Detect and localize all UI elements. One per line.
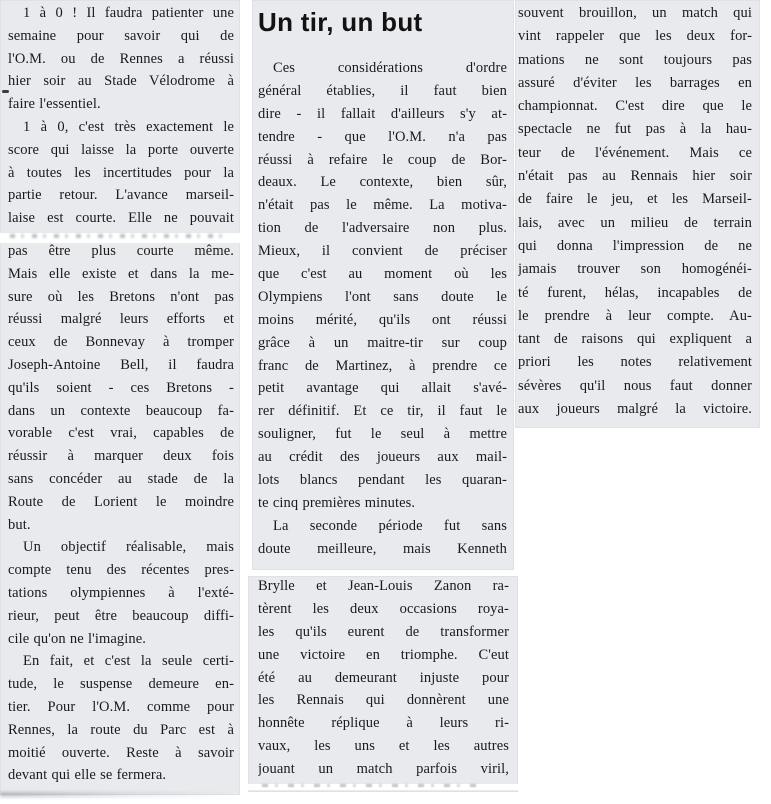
text-line: partie retour. L'avance marseil- (8, 187, 234, 204)
text-line: spectacle ne fut pas à la hau- (518, 121, 752, 138)
text-line: que c'est au moment où les (258, 266, 507, 283)
text-line: à toutes les incertitudes pour la (8, 164, 234, 181)
text-line: lais, avec un milieu de terrain (518, 214, 752, 231)
text-line: championnat. C'est dire que le (518, 98, 752, 115)
text-line: Un objectif réalisable, mais (23, 539, 234, 556)
text-line: te cinq premières minutes. (258, 494, 416, 511)
text-line: moins mérité, qu'ils ont réussi (258, 311, 507, 328)
text-line: moitié ouverte. Reste à savoir (8, 744, 234, 761)
newspaper-column-1-block (0, 0, 240, 795)
scan-shadow (0, 792, 236, 797)
text-line: tude, le suspense demeure en- (8, 676, 234, 693)
text-line: deaux. Le contexte, bien sûr, (258, 174, 507, 191)
text-line: té furent, hélas, incapables de (518, 284, 752, 301)
text-line: sans concéder au stade de la (8, 470, 234, 487)
text-line: au crédit des joueurs aux mail- (258, 449, 507, 466)
text-line: Mieux, il convient de préciser (258, 243, 507, 260)
text-line: de faire le jeu, et les Marseil- (518, 191, 752, 208)
text-line: dans un contexte beaucoup fa- (8, 402, 234, 419)
text-line: vaux, les uns et les autres (258, 738, 509, 755)
text-line: score qui laisse la porte ouverte (8, 141, 234, 158)
text-line: réussi malgré leurs efforts et (8, 311, 234, 328)
text-line: n'était pas au Rennais hier soir (518, 168, 752, 185)
text-line: honnête réplique à leurs ri- (258, 715, 509, 732)
text-line: aux joueurs malgré la victoire. (518, 401, 752, 418)
text-line: rer définitif. Et ce tir, il faut le (258, 403, 507, 420)
text-line: lots blancs pendant les quaran- (258, 472, 507, 489)
text-line: franc de Martinez, à prendre ce (258, 357, 507, 374)
text-line: tant de raisons qui expliquent a (518, 331, 752, 348)
text-line: sévères qu'il nous faut donner (518, 377, 752, 394)
text-line: jouant un match parfois viril, (258, 761, 509, 778)
text-line: une victoire en triomphe. C'eut (258, 646, 509, 663)
text-line: hier soir au Stade Vélodrome à (8, 73, 234, 90)
newspaper-column-3-block (515, 0, 760, 428)
article-headline: Un tir, un but (258, 7, 423, 37)
text-line: assuré d'éviter les barrages en (518, 74, 752, 91)
text-line: mations ne sont toujours pas (518, 51, 752, 68)
text-line: les qu'ils eurent de transformer (258, 623, 509, 640)
text-line: Mais elle existe et dans la me- (8, 265, 234, 282)
text-line: vorable c'est vrai, capables de (8, 425, 234, 442)
text-line: doute meilleure, mais Kenneth (258, 540, 507, 557)
text-line: Joseph-Antoine Bell, il faudra (8, 356, 234, 373)
text-line: sure où les Bretons n'ont pas (8, 288, 234, 305)
text-line: En fait, et c'est la seule certi- (23, 653, 234, 670)
text-line: laise est courte. Elle ne pouvait (8, 210, 234, 227)
text-line: général établies, il faut bien (258, 82, 507, 99)
text-line: priori les notes relativement (518, 354, 752, 371)
scan-seam (0, 233, 240, 243)
text-line: pas être plus courte même. (8, 242, 234, 259)
text-line: Route de Lorient le moindre (8, 493, 234, 510)
text-line: teur de l'événement. Mais ce (518, 144, 752, 161)
text-line: les Rennais qui donnèrent une (258, 692, 509, 709)
text-line: compte tenu des récentes pres- (8, 562, 234, 579)
text-line: grâce à un maitre-tir sur coup (258, 334, 507, 351)
scan-cut-edge (248, 784, 518, 790)
text-line: semaine pour savoir qui de (8, 27, 234, 44)
scan-speck (2, 90, 9, 93)
text-line: but. (8, 516, 31, 533)
text-line: 1 à 0, c'est très exactement le (23, 118, 234, 135)
text-line: vint rappeler que les deux for- (518, 28, 752, 45)
text-line: souligner, fut le seul à mettre (258, 426, 507, 443)
text-line: souvent brouillon, un match qui (518, 5, 752, 21)
text-line: réussir à marquer deux fois (8, 448, 234, 465)
text-line: tion de l'adversaire non plus. (258, 220, 507, 237)
text-line: réussi à refaire le coup de Bor- (258, 151, 507, 168)
text-line: cile qu'on ne l'imagine. (8, 630, 146, 647)
text-line: ceux de Bonnevay à tromper (8, 334, 234, 351)
newspaper-column-2-top-block (252, 0, 514, 570)
text-line: faire l'essentiel. (8, 96, 101, 113)
text-line: Ces considérations d'ordre (273, 60, 507, 76)
text-line: Brylle et Jean-Louis Zanon ra- (258, 578, 509, 594)
text-line: rieur, peut être beaucoup diffi- (8, 607, 234, 624)
text-line: Olympiens l'ont sans doute le (258, 288, 507, 305)
text-line: dire - il fallait d'ailleurs s'y at- (258, 105, 507, 122)
text-line: été au demeurant injuste pour (258, 669, 509, 686)
text-line: devant qui elle se fermera. (8, 767, 167, 784)
text-line: qui donna l'impression de ne (518, 237, 752, 254)
text-line: l'O.M. ou de Rennes a réussi (8, 50, 234, 67)
text-line: jamais trouver son homogénéi- (518, 261, 752, 278)
text-line: tèrent les deux occasions roya- (258, 600, 509, 617)
text-line: 1 à 0 ! Il faudra patienter une (23, 5, 234, 21)
text-line: Rennes, la route du Parc est à (8, 721, 234, 738)
text-line: tendre - que l'O.M. n'a pas (258, 128, 507, 145)
text-line: qu'ils soient - ces Bretons - (8, 379, 234, 396)
text-line: le prendre à leur compte. Au- (518, 307, 752, 324)
newspaper-column-2-bottom-block (248, 576, 518, 792)
text-line: tations olympiennes à l'exté- (8, 584, 234, 601)
text-line: petit avantage qui allait s'avé- (258, 380, 507, 397)
text-line: tier. Pour l'O.M. comme pour (8, 698, 234, 715)
text-line: La seconde période fut sans (273, 517, 507, 534)
text-line: n'était pas le même. La motiva- (258, 197, 507, 214)
